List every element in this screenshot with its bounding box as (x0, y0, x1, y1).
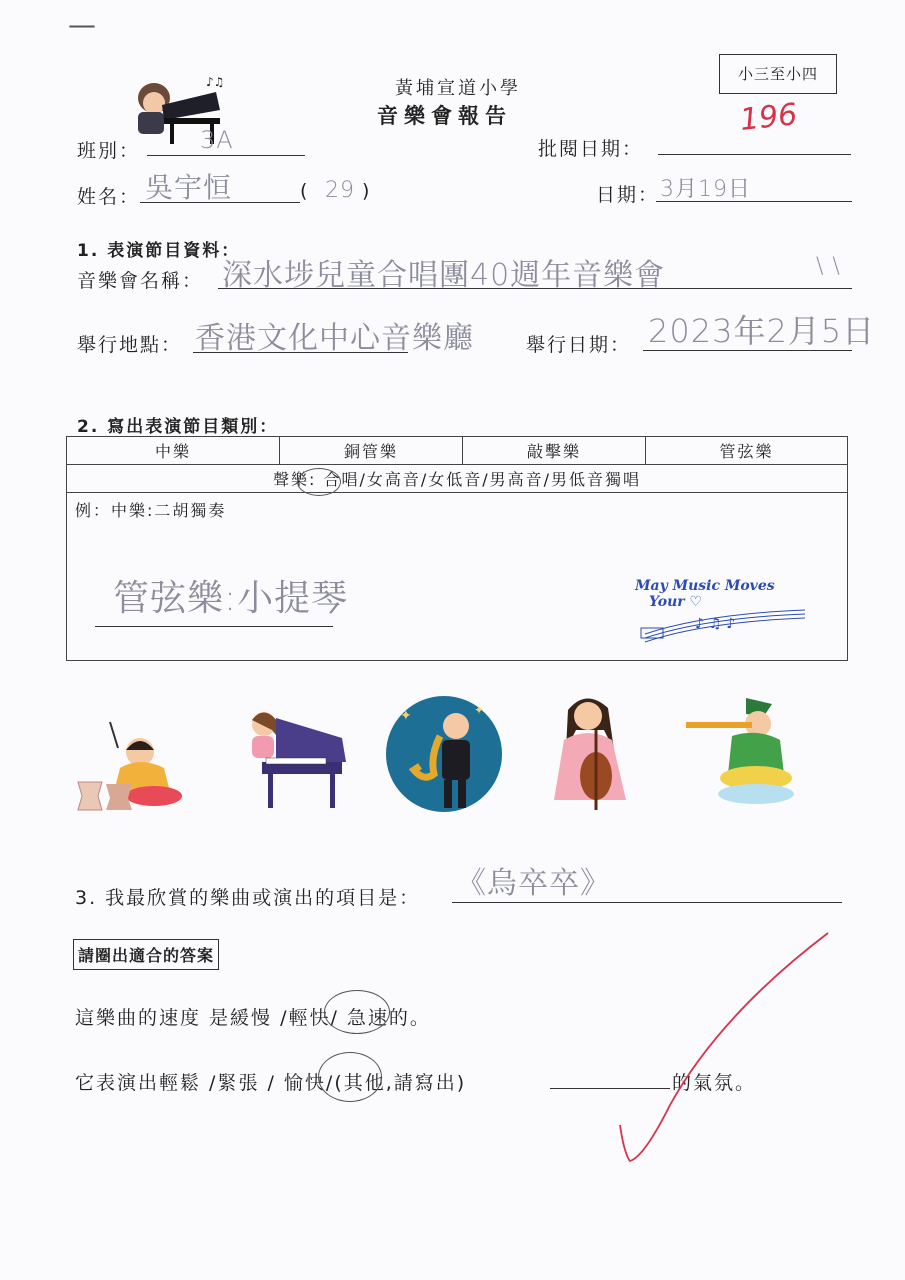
category-orchestral: 管弦樂 (646, 437, 848, 465)
music-logo (635, 578, 815, 648)
heart-icon: ♡ (689, 594, 703, 610)
review-date-label: 批閱日期： (538, 138, 644, 160)
favorite-piece-underline (452, 902, 842, 903)
school-name: 黃埔宣道小學 (395, 78, 521, 99)
name-label: 姓名： (77, 186, 141, 208)
category-percussion: 敲擊樂 (463, 437, 646, 465)
venue-label: 舉行地點： (77, 334, 183, 356)
category-chinese: 中樂 (67, 437, 280, 465)
venue-underline (193, 352, 408, 353)
class-label: 班別： (77, 140, 141, 162)
cellist-icon (546, 690, 636, 815)
category-brass: 銅管樂 (280, 437, 463, 465)
drummer-icon (72, 712, 187, 812)
favorite-piece-answer: 《烏卒卒》 (456, 866, 611, 901)
pianist-icon (236, 700, 351, 815)
number-close: ) (362, 180, 372, 202)
concert-name-value: 深水埗兒童合唱團40週年音樂會 (222, 258, 666, 293)
report-title: 音樂會報告 (377, 103, 512, 128)
held-date-underline (643, 350, 852, 351)
example-box (66, 492, 848, 661)
answer-underline (95, 626, 333, 627)
name-value: 吳宇恒 (145, 171, 233, 204)
review-date-underline (658, 154, 851, 155)
concert-name-underline (218, 288, 852, 289)
class-value: 3A (200, 126, 234, 154)
mood-sentence-part1: 它表演出輕鬆 /緊張 / 愉快/(其他,請寫出) (75, 1072, 467, 1094)
held-date-value: 2023年2月5日 (648, 312, 876, 350)
svg-text:♪♫: ♪♫ (206, 75, 225, 89)
held-date-label: 舉行日期： (526, 334, 632, 356)
concert-name-mark: \ \ (816, 254, 841, 279)
grade-box: 小三至小四 (719, 54, 837, 94)
venue-value: 香港文化中心音樂廳 (195, 321, 474, 356)
date-underline (656, 201, 852, 202)
speed-circle-mark (324, 990, 390, 1034)
answer-text: 管弦樂:小提琴 (113, 578, 349, 619)
logo-line1: May Music Moves (635, 578, 775, 594)
speed-sentence: 這樂曲的速度 是緩慢 /輕快/ 急速的。 (75, 1007, 431, 1029)
music-staff-icon (635, 604, 815, 644)
vocal-row (67, 465, 848, 493)
flutist-icon (680, 694, 795, 809)
vocal-options: 合唱/女高音/女低音/男高音/男低音獨唱 (323, 470, 642, 489)
date-value: 3月19日 (660, 177, 751, 202)
svg-text:✦: ✦ (474, 703, 485, 717)
number-open: ( (300, 180, 310, 202)
class-underline (147, 155, 305, 156)
number-value: 29 (325, 178, 355, 203)
example-text: 例：中樂:二胡獨奏 (75, 501, 227, 520)
concert-name-label: 音樂會名稱： (77, 270, 204, 292)
logo-line2-text: Your (649, 594, 685, 610)
top-dash: — (68, 8, 96, 41)
mood-sentence-part2: 的氣氛。 (672, 1072, 757, 1094)
svg-text:✦: ✦ (400, 708, 412, 724)
review-mark: 196 (738, 97, 799, 138)
name-underline (140, 202, 300, 203)
date-label: 日期： (596, 184, 660, 206)
section1-heading: 1. 表演節目資料： (77, 241, 241, 261)
category-table (66, 436, 848, 493)
svg-text:♪ ♫ ♪: ♪ ♫ ♪ (695, 616, 736, 632)
section3-heading: 3. 我最欣賞的樂曲或演出的項目是： (75, 887, 421, 909)
check-mark-icon (610, 925, 840, 1175)
mood-circle-mark (318, 1052, 382, 1102)
instruction-box: 請圈出適合的答案 (73, 939, 219, 970)
saxophonist-icon (382, 690, 507, 815)
section2-heading: 2. 寫出表演節目類別： (77, 417, 279, 437)
vocal-label: 聲樂: (272, 470, 317, 489)
